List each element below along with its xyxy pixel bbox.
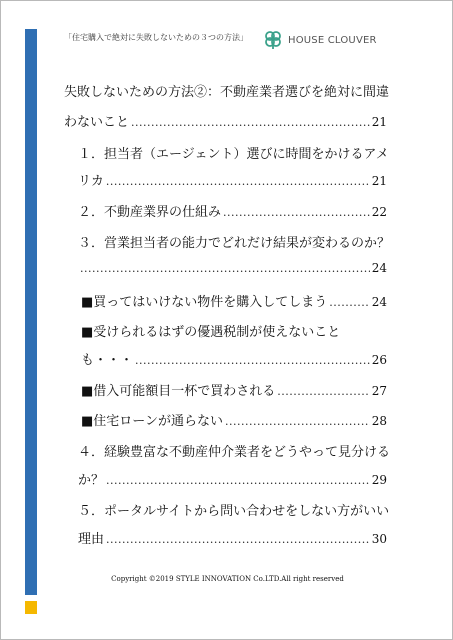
- toc-line: [81, 321, 381, 340]
- toc-text: リカ: [78, 174, 104, 189]
- leader-dots: [223, 206, 370, 219]
- toc-line[interactable]: [81, 349, 387, 368]
- toc-line: [78, 232, 403, 251]
- page-number: 26: [371, 353, 387, 367]
- logo: [263, 30, 377, 50]
- toc-text: ２．不動産業界の仕組み: [78, 205, 222, 220]
- toc-line[interactable]: [78, 201, 387, 220]
- leader-dots: [106, 474, 370, 487]
- accent-square: [25, 601, 37, 614]
- copyright-notice: Copyright ©2019 STYLE INNOVATION Co.LTD.All right reserved: [111, 575, 344, 583]
- toc-text: ■買ってはいけない物件を購入してしまう: [81, 295, 328, 310]
- page-number: 28: [371, 414, 387, 428]
- toc-line: [78, 441, 403, 460]
- toc-line[interactable]: [81, 380, 387, 399]
- header-note: 「住宅購入で絶対に失敗しないための３つの方法」: [64, 33, 248, 42]
- toc-line[interactable]: [81, 410, 387, 429]
- toc-line[interactable]: [78, 170, 387, 189]
- page-number: 27: [371, 384, 387, 398]
- page-number: 24: [371, 261, 387, 275]
- toc-text: ５．ポータルサイトから問い合わせをしない方がいい: [78, 504, 390, 519]
- page-number: 29: [371, 473, 387, 487]
- toc-line: [78, 500, 403, 519]
- toc-text: わないこと: [64, 115, 130, 130]
- toc-line[interactable]: [78, 261, 387, 275]
- toc-text: ■受けられるはずの優遇税制が使えないこと: [81, 325, 341, 340]
- toc-text: １．担当者（エージェント）選びに時間をかけるアメ: [78, 147, 389, 162]
- toc-text: も・・・: [81, 353, 134, 368]
- toc-line[interactable]: [64, 111, 387, 130]
- leader-dots: [80, 262, 370, 275]
- leader-dots: [225, 415, 370, 428]
- toc-text: 理由: [78, 532, 105, 547]
- toc-line[interactable]: [78, 528, 387, 547]
- toc-text: ■借入可能額目一杯で買わされる: [81, 384, 276, 399]
- page-number: 21: [371, 174, 387, 188]
- toc-text: か？: [78, 473, 105, 488]
- house-clover-logo-icon: [263, 30, 283, 50]
- toc-line[interactable]: [78, 469, 387, 488]
- side-accent-bar: [25, 29, 37, 595]
- leader-dots: [329, 296, 369, 309]
- page-number: 24: [371, 295, 387, 309]
- toc-line[interactable]: [81, 291, 387, 310]
- logo-text: HOUSE CLOUVER: [288, 34, 377, 46]
- leader-dots: [277, 385, 369, 398]
- page-number: 21: [371, 115, 387, 129]
- leader-dots: [106, 533, 370, 546]
- toc-text: ３．営業担当者の能力でどれだけ結果が変わるのか？: [78, 236, 391, 251]
- page-number: 22: [371, 205, 387, 219]
- toc-text: ■住宅ローンが通らない: [81, 414, 224, 429]
- leader-dots: [131, 116, 370, 129]
- leader-dots: [135, 354, 370, 367]
- toc-line: [78, 143, 398, 162]
- toc-line: [64, 81, 399, 100]
- toc-text: 失敗しないための方法②：不動産業者選びを絶対に間違: [64, 85, 390, 100]
- leader-dots: [106, 175, 370, 188]
- page-number: 30: [371, 532, 387, 546]
- toc-text: ４．経験豊富な不動産仲介業者をどうやって見分ける: [78, 445, 391, 460]
